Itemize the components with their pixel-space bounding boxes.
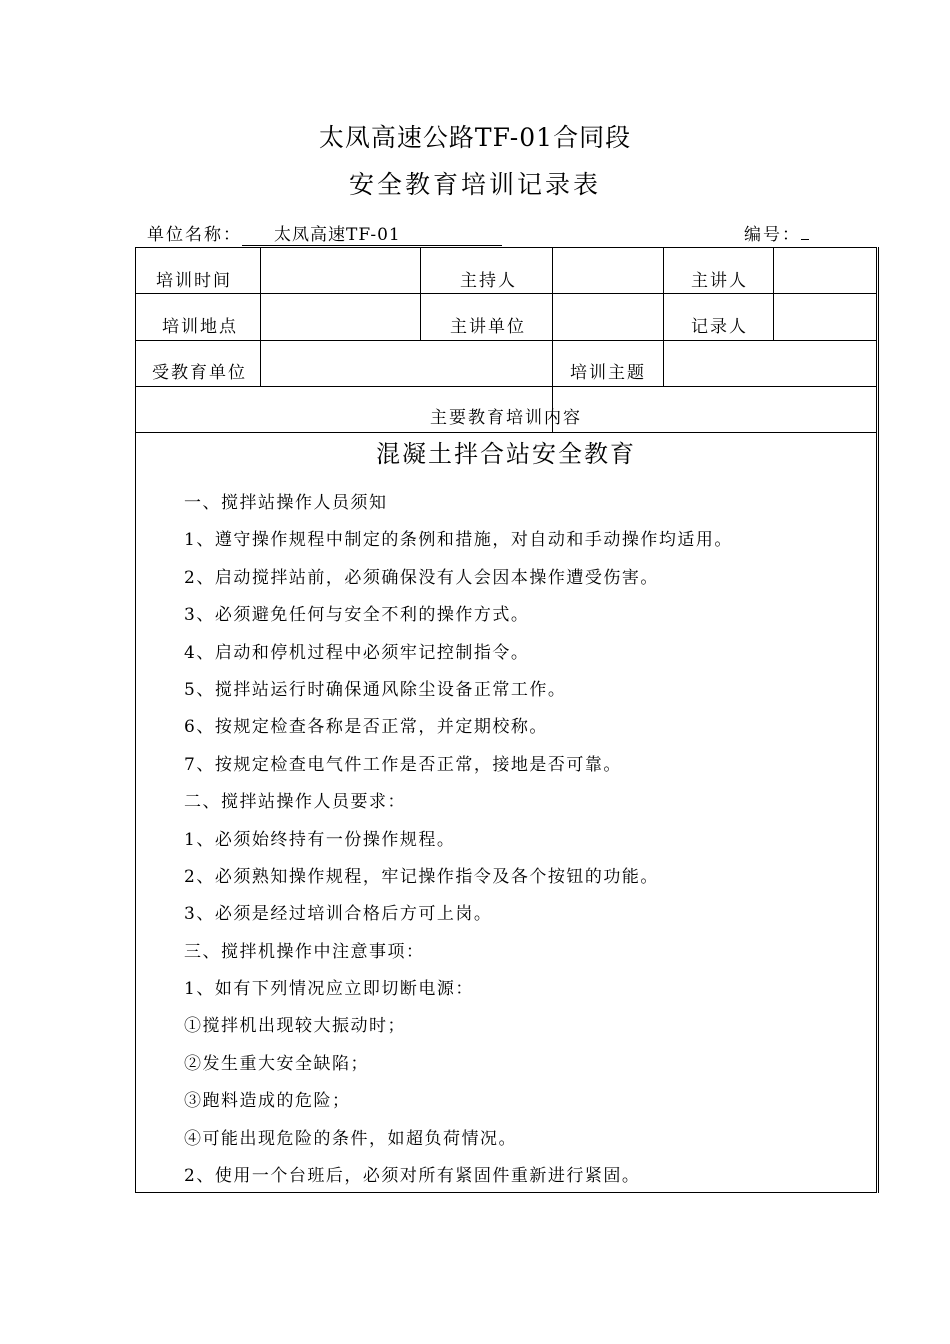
row-divider	[136, 293, 876, 294]
content-line: 2、使用一个台班后，必须对所有紧固件重新进行紧固。	[184, 1166, 641, 1187]
number-value-blank	[801, 239, 809, 240]
content-line: 三、搅拌机操作中注意事项：	[184, 941, 425, 962]
training-location-label: 培训地点	[162, 317, 238, 337]
row-divider	[136, 432, 876, 433]
educated-unit-label: 受教育单位	[152, 363, 247, 383]
content-lines	[184, 488, 733, 1198]
training-time-label: 培训时间	[156, 271, 232, 291]
lecturer-label: 主讲人	[691, 271, 748, 291]
column-divider	[420, 248, 421, 340]
content-line: 6、按规定检查各称是否正常，并定期校称。	[184, 717, 548, 738]
row-divider	[136, 340, 876, 341]
content-line: 2、必须熟知操作规程，牢记操作指令及各个按钮的功能。	[184, 866, 659, 887]
content-line: 5、搅拌站运行时确保通风除尘设备正常工作。	[184, 679, 567, 700]
document-title: 太凤高速公路TF-01合同段	[318, 123, 632, 152]
unit-name-label: 单位名称：	[147, 225, 242, 245]
content-line: 3、必须避免任何与安全不利的操作方式。	[184, 605, 530, 626]
number-row	[744, 220, 809, 245]
lecturer-unit-label: 主讲单位	[450, 317, 526, 337]
content-line: 4、启动和停机过程中必须牢记控制指令。	[184, 642, 530, 663]
content-line: 7、按规定检查电气件工作是否正常，接地是否可靠。	[184, 754, 622, 775]
content-title: 混凝土拌合站安全教育	[376, 440, 636, 468]
recorder-label: 记录人	[691, 317, 748, 337]
content-line: ④可能出现危险的条件，如超负荷情况。	[184, 1128, 517, 1149]
row-divider	[136, 386, 876, 387]
unit-name-value: 太凤高速TF-01	[242, 220, 502, 246]
number-label: 编号：	[744, 225, 801, 245]
content-line: 1、必须始终持有一份操作规程。	[184, 829, 456, 850]
content-line: 3、必须是经过培训合格后方可上岗。	[184, 904, 493, 925]
content-line: 二、搅拌站操作人员要求：	[184, 792, 406, 813]
record-form	[135, 247, 877, 1193]
column-divider	[663, 248, 664, 386]
main-content-heading: 主要教育培训内容	[430, 408, 582, 428]
content-line: 2、启动搅拌站前，必须确保没有人会因本操作遭受伤害。	[184, 567, 659, 588]
host-label: 主持人	[460, 271, 517, 291]
content-line: 一、搅拌站操作人员须知	[184, 493, 388, 513]
content-line: ③跑料造成的危险；	[184, 1091, 351, 1112]
content-line: ①搅拌机出现较大振动时；	[184, 1016, 406, 1037]
content-line: 1、如有下列情况应立即切断电源：	[184, 979, 474, 1000]
column-divider	[260, 248, 261, 386]
unit-name-row	[147, 220, 502, 246]
content-line: 1、遵守操作规程中制定的条例和措施，对自动和手动操作均适用。	[184, 530, 733, 551]
content-line: ②发生重大安全缺陷；	[184, 1053, 369, 1074]
document-subtitle: 安全教育培训记录表	[348, 170, 601, 199]
training-topic-label: 培训主题	[570, 363, 646, 383]
column-divider	[773, 248, 774, 340]
form-outer-edge	[878, 247, 879, 1193]
